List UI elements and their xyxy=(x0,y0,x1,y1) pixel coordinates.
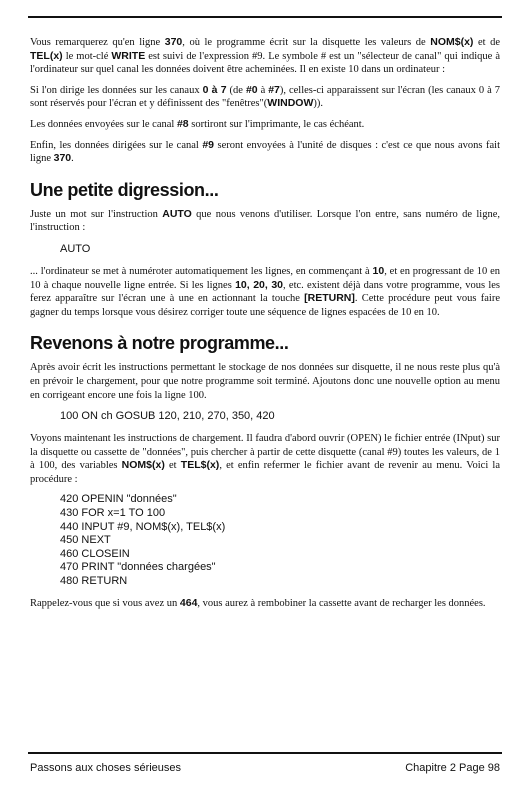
page-footer xyxy=(30,762,500,778)
code-line: 470 PRINT "données chargées" xyxy=(60,561,216,574)
top-rule xyxy=(28,16,502,18)
code-line: 440 INPUT #9, NOM$(x), TEL$(x) xyxy=(60,520,226,533)
paragraph-auto-explanation: ... l'ordinateur se met à numéroter automatiquement les lignes, en commençant à 10, et en progressant de 10 en 10 à chaque nouvelle ligne entrée. Si les lignes 10, 20, 30, etc. existent déjà dans votre programme, vous les ferez apparaître sur l'écran une à une en actionnant la touche [RETURN]. Cette procédure peut vous faire gagner du temps lorsque vous désirez corriger toute une séquence de lignes espacées de 10 en 10. xyxy=(30,264,500,318)
paragraph-channel-selector: Vous remarquerez qu'en ligne 370, où le programme écrit sur la disquette les valeurs de NOM$(x) et de TEL(x) le mot-clé WRITE est suivi de l'expression #9. Le symbole # est un "sélecteur de canal" qui indique à l'ordinateur sur quel canal les données doivent être acheminées. Il en existe 10 dans un ordinateur : xyxy=(30,36,500,76)
heading-digression: Une petite digression... xyxy=(30,179,219,200)
code-line: 450 NEXT xyxy=(60,534,111,547)
footer-chapter-title: Passons aux choses sérieuses xyxy=(30,762,182,774)
heading-back-to-program: Revenons à notre programme... xyxy=(30,333,289,354)
command-auto: AUTO xyxy=(60,242,91,255)
bottom-rule xyxy=(28,752,502,754)
paragraph-screen-channels: Si l'on dirige les données sur les canaux 0 à 7 (de #0 à #7), celles-ci apparaissent sur l'écran (les canaux 0 à 7 sont réservés pour l'écran et y définissent des "fenêtres"(WINDOW)). xyxy=(30,83,500,110)
paragraph-disk-channel: Enfin, les données dirigées sur le canal #9 seront envoyées à l'unité de disques : c'est ce que nous avons fait ligne 370. xyxy=(30,138,501,165)
code-line: 430 FOR x=1 TO 100 xyxy=(60,507,166,520)
code-line: 420 OPENIN "données" xyxy=(60,493,177,506)
footer-page-number: Chapitre 2 Page 98 xyxy=(405,762,500,774)
code-line: 460 CLOSEIN xyxy=(60,547,130,560)
page-content xyxy=(30,36,500,617)
paragraph-cassette-note: Rappelez-vous que si vous avez un 464, vous aurez à rembobiner la cassette avant de recharger les données. xyxy=(30,596,486,609)
code-listing xyxy=(30,493,500,588)
command-menu-line-100: 100 ON ch GOSUB 120, 210, 270, 350, 420 xyxy=(60,410,275,423)
paragraph-printer-channel: Les données envoyées sur le canal #8 sortiront sur l'imprimante, le cas échéant. xyxy=(30,117,365,130)
paragraph-auto-intro: Juste un mot sur l'instruction AUTO que nous venons d'utiliser. Lorsque l'on entre, sans numéro de ligne, l'instruction : xyxy=(30,207,501,234)
paragraph-loading-intro: Après avoir écrit les instructions permettant le stockage de nos données sur disquette, il ne nous reste plus qu'à en prévoir le chargement, pour que notre programme soit terminé. Ajoutons donc une nouvelle option au menu en corrigeant encore une fois la ligne 100. xyxy=(30,362,500,401)
paragraph-loading-instructions: Voyons maintenant les instructions de chargement. Il faudra d'abord ouvrir (OPEN) le fichier entrée (INput) sur la disquette ou cassette de "données", puis chercher à partir de cette disquette (canal #9) toutes les valeurs, de 1 à 100, des variables NOM$(x) et TEL$(x), et enfin refermer le fichier avant de revenir au menu. Voici la procédure : xyxy=(30,433,501,485)
code-line: 480 RETURN xyxy=(60,575,128,588)
